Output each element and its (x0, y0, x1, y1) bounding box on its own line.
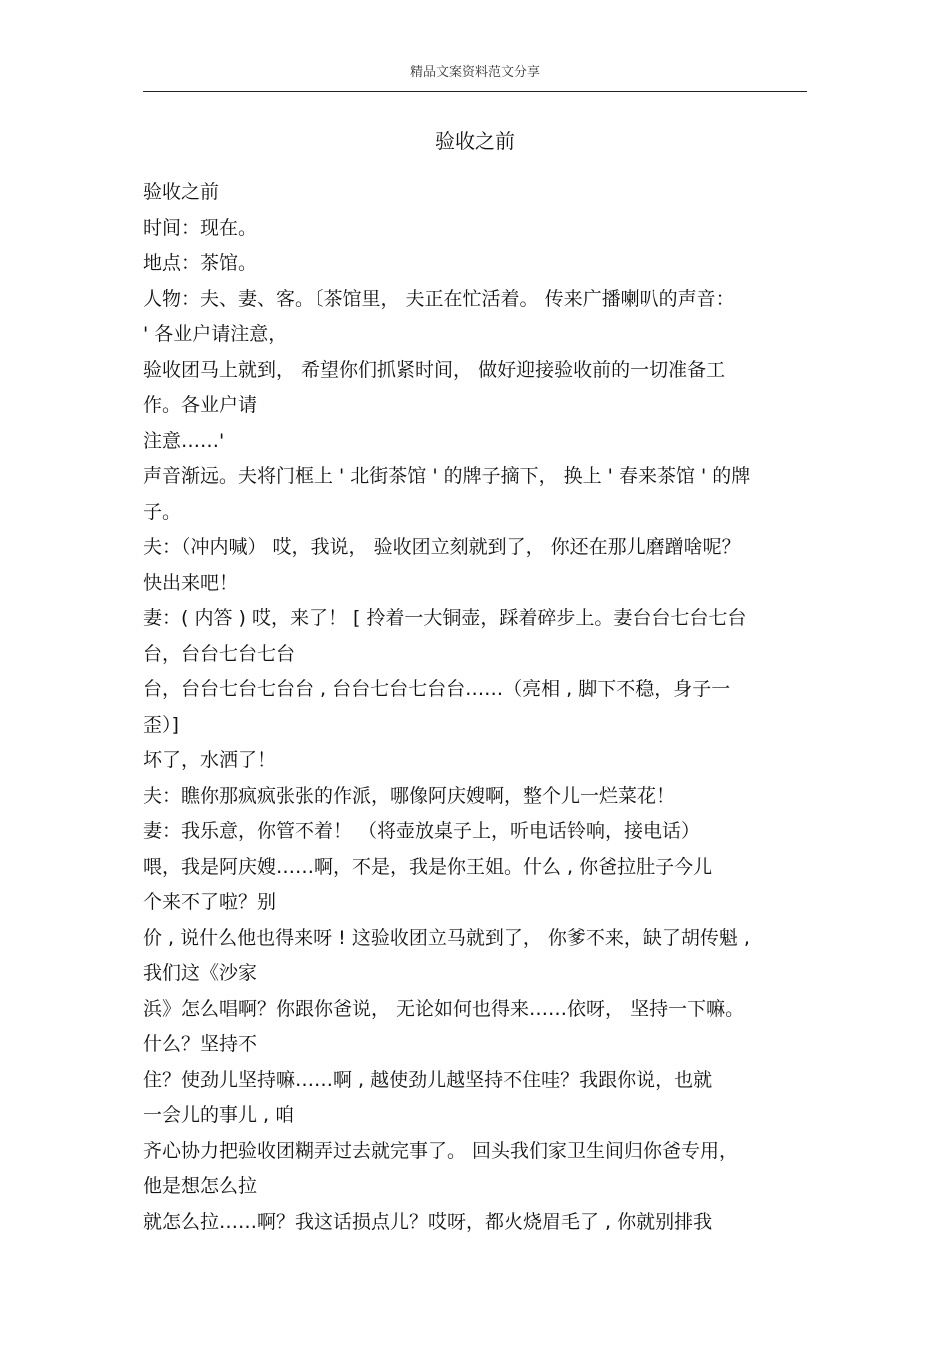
text-line: 地点：茶馆。 (143, 252, 258, 274)
text-line: 什么？坚持不 (143, 1033, 258, 1055)
header-divider (143, 91, 807, 92)
text-line: ' 各业户请注意， (143, 323, 288, 345)
text-line: 台，台台七台七台 (143, 642, 296, 665)
text-line: 歪）] (143, 713, 179, 736)
text-line: 妻：我乐意，你管不着！ （将壶放桌子上，听电话铃响，接电话） (143, 820, 701, 842)
text-line: 夫：瞧你那疯疯张张的作派，哪像阿庆嫂啊，整个儿一烂菜花！ (143, 784, 676, 807)
text-line: 他是想怎么拉 (143, 1175, 258, 1197)
text-line: 个来不了啦？别 (143, 891, 277, 913)
text-line: 人物：夫、妻、客。〔茶馆里， 夫正在忙活着。 传来广播喇叭的声音： (143, 287, 735, 310)
text-line: 住？使劲儿坚持嘛……啊 , 越使劲儿越坚持不住哇？我跟你说，也就 (143, 1068, 713, 1091)
text-line: 验收团马上就到， 希望你们抓紧时间， 做好迎接验收前的一切准备工 (143, 358, 726, 381)
text-line: 一会儿的事儿 , 咱 (143, 1104, 295, 1126)
text-line: 坏了，水洒了！ (143, 749, 277, 771)
text-line: 夫：（冲内喊） 哎，我说， 验收团立刻就到了， 你还在那儿磨蹭啥呢？ (143, 536, 741, 558)
text-line: 时间：现在。 (143, 216, 258, 239)
text-line: 浜》怎么唱啊？你跟你爸说， 无论如何也得来……依呀， 坚持一下嘛。 (143, 997, 745, 1020)
document-body (143, 175, 811, 1240)
text-line: 喂，我是阿庆嫂……啊，不是，我是你王姐。什么 , 你爸拉肚子今儿 (143, 855, 713, 878)
text-line: 价 , 说什么他也得来呀 ! 这验收团立马就到了， 你爹不来，缺了胡传魁 , (143, 926, 750, 949)
text-line: 子。 (143, 500, 182, 523)
text-line: 注意……' (143, 429, 225, 452)
text-line: 就怎么拉……啊？我这话损点儿？哎呀，都火烧眉毛了 , 你就别排我 (143, 1210, 713, 1233)
page-header: 精品文案资料范文分享 (409, 65, 540, 80)
text-line: 妻：( 内答 ) 哎，来了！ [ 拎着一大铜壶，踩着碎步上。妻台台七台七台 (143, 607, 747, 629)
text-line: 作。各业户请 (143, 394, 258, 416)
document-title: 验收之前 (435, 129, 515, 153)
text-line: 齐心协力把验收团糊弄过去就完事了。 回头我们家卫生间归你爸专用， (143, 1139, 739, 1162)
text-line: 声音渐远。夫将门框上 ' 北街茶馆 ' 的牌子摘下， 换上 ' 春来茶馆 ' 的牌 (143, 465, 751, 487)
text-line: 台，台台七台七台台 , 台台七台七台台……（亮相 , 脚下不稳，身子一 (143, 678, 731, 700)
text-line: 快出来吧！ (143, 571, 239, 594)
text-line: 我们这《沙家 (143, 962, 258, 984)
text-line: 验收之前 (143, 181, 220, 203)
